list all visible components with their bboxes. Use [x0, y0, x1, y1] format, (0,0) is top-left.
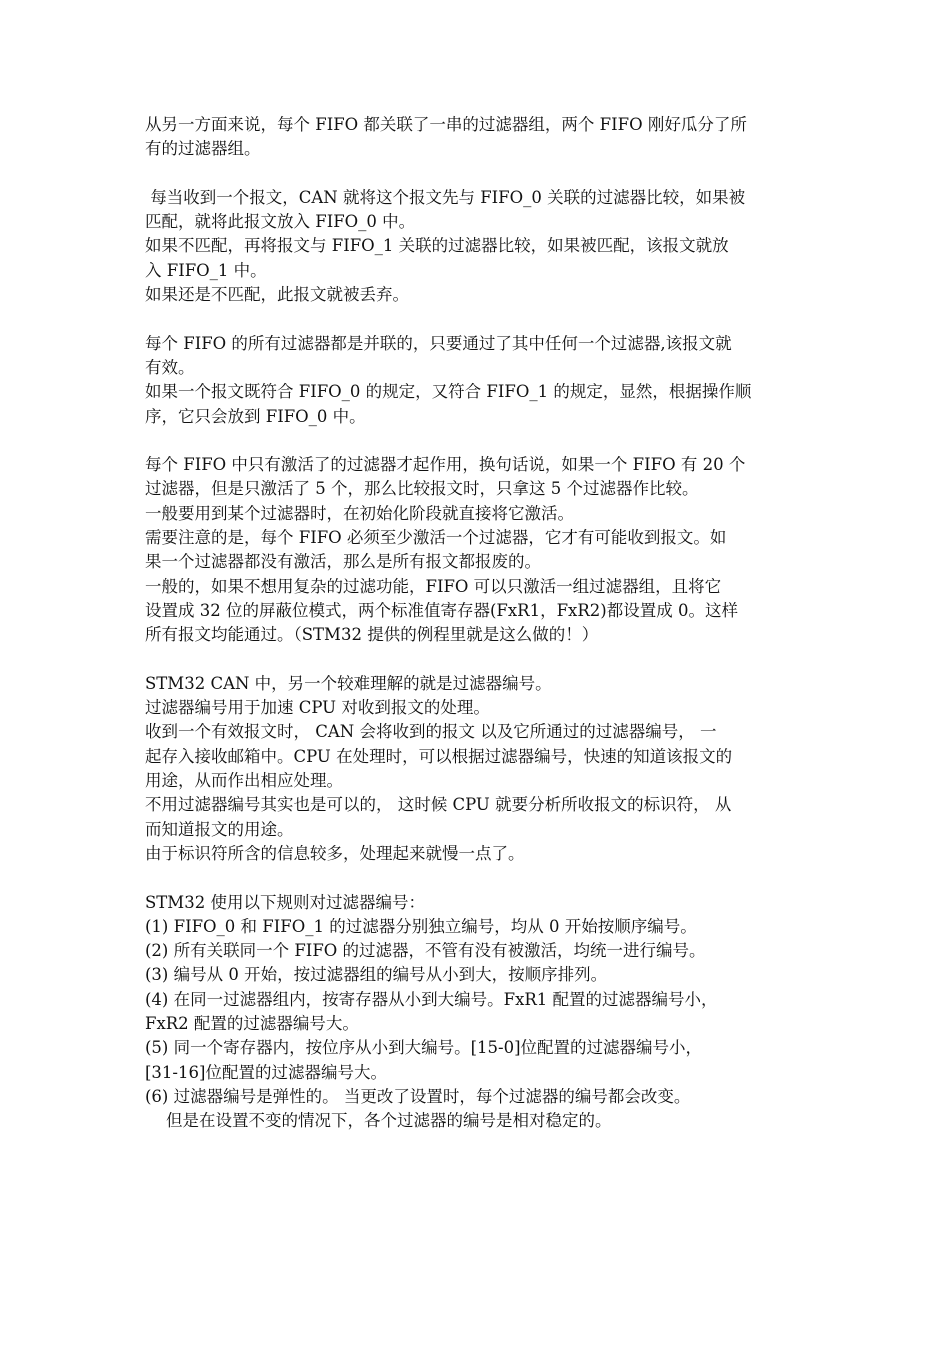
text-line: 从另一方面来说，每个 FIFO 都关联了一串的过滤器组，两个 FIFO 刚好瓜分了所 — [145, 115, 747, 134]
document-body — [145, 113, 813, 1133]
list-item: (3) 编号从 0 开始，按过滤器组的编号从小到大，按顺序排列。 — [145, 965, 608, 985]
text-line: FxR2 配置的过滤器编号大。 — [145, 1013, 359, 1033]
text-line: 用途，从而作出相应处理。 — [145, 771, 343, 791]
list-item: (5) 同一个寄存器内，按位序从小到大编号。[15-0]位配置的过滤器编号小， — [145, 1038, 703, 1058]
blank-line — [145, 429, 813, 453]
blank-line — [145, 162, 813, 186]
text-line: 由于标识符所含的信息较多，处理起来就慢一点了。 — [145, 843, 525, 863]
text-line: 一般要用到某个过滤器时，在初始化阶段就直接将它激活。 — [145, 503, 574, 523]
list-item: (1) FIFO_0 和 FIFO_1 的过滤器分别独立编号，均从 0 开始按顺序编号。 — [145, 916, 697, 936]
text-line: 如果不匹配，再将报文与 FIFO_1 关联的过滤器比较，如果被匹配，该报文就放 — [145, 236, 729, 256]
blank-line — [145, 307, 813, 331]
text-line: 需要注意的是，每个 FIFO 必须至少激活一个过滤器，它才有可能收到报文。如 — [145, 528, 727, 548]
text-line: 每个 FIFO 中只有激活了的过滤器才起作用，换句话说，如果一个 FIFO 有 20 个 — [145, 455, 746, 475]
text-line: 果一个过滤器都没有激活，那么是所有报文都报废的。 — [145, 552, 541, 572]
text-line: 收到一个有效报文时， CAN 会将收到的报文 以及它所通过的过滤器编号， 一 — [145, 722, 717, 742]
text-line: 入 FIFO_1 中。 — [145, 260, 267, 280]
text-line: 序，它只会放到 FIFO_0 中。 — [145, 406, 366, 426]
text-line: 所有报文均能通过。（STM32 提供的例程里就是这么做的！） — [145, 625, 599, 645]
text-line: STM32 使用以下规则对过滤器编号： — [145, 892, 425, 912]
list-item: (2) 所有关联同一个 FIFO 的过滤器，不管有没有被激活，均统一进行编号。 — [145, 941, 706, 961]
text-line: 不用过滤器编号其实也是可以的， 这时候 CPU 就要分析所收报文的标识符， 从 — [145, 795, 732, 815]
text-line: 设置成 32 位的屏蔽位模式，两个标准值寄存器(FxR1，FxR2)都设置成 0。这样 — [145, 600, 738, 620]
text-line: 有效。 — [145, 357, 195, 377]
list-item: (4) 在同一过滤器组内，按寄存器从小到大编号。FxR1 配置的过滤器编号小， — [145, 989, 718, 1009]
text-line: 每个 FIFO 的所有过滤器都是并联的，只要通过了其中任何一个过滤器,该报文就 — [145, 333, 732, 353]
text-line: 有的过滤器组。 — [145, 139, 261, 159]
text-line: [31-16]位配置的过滤器编号大。 — [145, 1062, 387, 1082]
text-line: 但是在设置不变的情况下，各个过滤器的编号是相对稳定的。 — [145, 1111, 612, 1131]
text-line: STM32 CAN 中，另一个较难理解的就是过滤器编号。 — [145, 673, 552, 693]
text-line: 起存入接收邮箱中。CPU 在处理时，可以根据过滤器编号，快速的知道该报文的 — [145, 746, 733, 766]
text-line: 如果一个报文既符合 FIFO_0 的规定，又符合 FIFO_1 的规定，显然，根据操作顺 — [145, 382, 752, 402]
text-line: 每当收到一个报文，CAN 就将这个报文先与 FIFO_0 关联的过滤器比较，如果被 — [145, 187, 746, 207]
list-item: (6) 过滤器编号是弹性的。 当更改了设置时，每个过滤器的编号都会改变。 — [145, 1086, 691, 1106]
text-line: 如果还是不匹配，此报文就被丢弃。 — [145, 285, 409, 305]
text-line: 过滤器编号用于加速 CPU 对收到报文的处理。 — [145, 698, 490, 718]
text-line: 匹配，就将此报文放入 FIFO_0 中。 — [145, 212, 416, 232]
text-line: 一般的，如果不想用复杂的过滤功能，FIFO 可以只激活一组过滤器组，且将它 — [145, 576, 722, 596]
blank-line — [145, 866, 813, 890]
blank-line — [145, 648, 813, 672]
text-line: 而知道报文的用途。 — [145, 819, 294, 839]
text-line: 过滤器，但是只激活了 5 个，那么比较报文时，只拿这 5 个过滤器作比较。 — [145, 479, 699, 499]
